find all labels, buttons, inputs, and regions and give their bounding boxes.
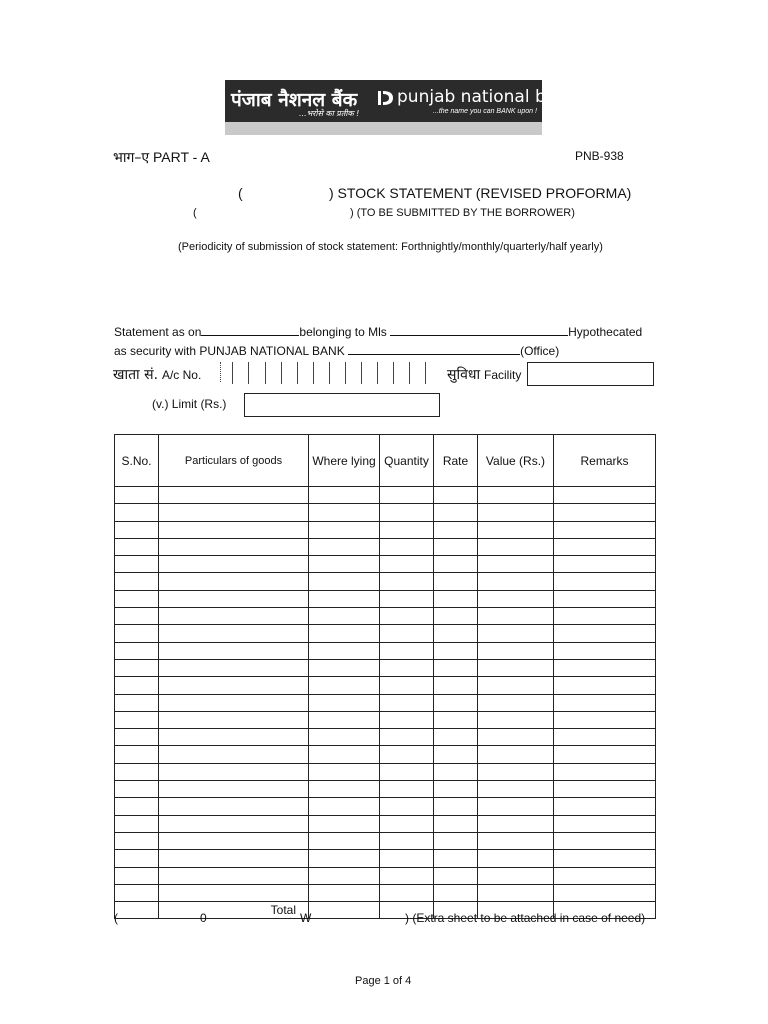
subtitle-borrower: ) (TO BE SUBMITTED BY THE BORROWER) <box>350 207 575 219</box>
table-cell[interactable] <box>478 711 554 728</box>
limit-input-box[interactable] <box>244 393 440 417</box>
table-cell[interactable] <box>478 487 554 504</box>
table-cell[interactable] <box>159 659 309 676</box>
title-open-paren: ( <box>238 185 243 201</box>
col-particulars: Particulars of goods <box>159 435 309 487</box>
table-cell[interactable] <box>115 556 159 573</box>
table-cell[interactable] <box>434 781 478 798</box>
pnb-emblem-icon <box>375 88 395 108</box>
table-cell[interactable] <box>159 573 309 590</box>
logo-hindi-tagline: ...भरोसे का प्रतीक ! <box>299 109 360 118</box>
table-row <box>115 746 656 763</box>
table-cell[interactable] <box>478 608 554 625</box>
table-row <box>115 832 656 849</box>
table-cell[interactable] <box>115 746 159 763</box>
table-cell[interactable] <box>380 677 434 694</box>
table-row <box>115 781 656 798</box>
table-cell[interactable] <box>434 504 478 521</box>
table-cell[interactable] <box>554 538 656 555</box>
table-cell[interactable] <box>115 798 159 815</box>
table-cell[interactable] <box>554 487 656 504</box>
table-row <box>115 867 656 884</box>
part-heading <box>113 148 210 167</box>
table-cell[interactable] <box>434 538 478 555</box>
table-cell[interactable] <box>380 573 434 590</box>
table-cell[interactable] <box>159 694 309 711</box>
col-where-lying: Where lying <box>309 435 380 487</box>
stock-table <box>114 434 656 919</box>
table-cell[interactable] <box>380 590 434 607</box>
table-row <box>115 608 656 625</box>
office-label: (Office) <box>520 344 560 358</box>
table-cell[interactable] <box>434 711 478 728</box>
table-cell[interactable] <box>309 884 380 901</box>
logo-english-name: punjab national bank <box>397 87 577 107</box>
facility-hindi-label: सुविधा <box>447 367 481 383</box>
table-cell[interactable] <box>554 573 656 590</box>
table-body <box>115 487 656 919</box>
table-cell[interactable] <box>554 711 656 728</box>
table-cell[interactable] <box>380 694 434 711</box>
statement-date-blank[interactable] <box>201 323 299 336</box>
table-cell[interactable] <box>554 815 656 832</box>
table-cell[interactable] <box>478 590 554 607</box>
table-row <box>115 711 656 728</box>
table-cell[interactable] <box>478 850 554 867</box>
footer-zero: 0 <box>200 911 207 925</box>
table-cell[interactable] <box>478 815 554 832</box>
table-cell[interactable] <box>309 659 380 676</box>
table-cell[interactable] <box>380 487 434 504</box>
table-row <box>115 815 656 832</box>
table-cell[interactable] <box>380 659 434 676</box>
table-cell[interactable] <box>478 867 554 884</box>
table-cell[interactable] <box>115 815 159 832</box>
table-cell[interactable] <box>434 625 478 642</box>
facility-label-group <box>447 365 521 384</box>
table-cell[interactable] <box>554 884 656 901</box>
table-cell[interactable] <box>380 798 434 815</box>
total-cell[interactable] <box>309 902 380 919</box>
table-cell[interactable] <box>380 884 434 901</box>
periodicity-note: (Periodicity of submission of stock statement: Forthnightly/monthly/quarterly/half yearly) <box>178 241 603 253</box>
table-cell[interactable] <box>434 556 478 573</box>
table-cell[interactable] <box>554 694 656 711</box>
table-row <box>115 625 656 642</box>
logo-hindi-name: पंजाब नैशनल बैंक <box>231 89 358 111</box>
table-cell[interactable] <box>115 487 159 504</box>
col-rate: Rate <box>434 435 478 487</box>
table-cell[interactable] <box>309 729 380 746</box>
table-cell[interactable] <box>478 798 554 815</box>
table-cell[interactable] <box>380 608 434 625</box>
table-cell[interactable] <box>309 487 380 504</box>
table-cell[interactable] <box>380 538 434 555</box>
table-cell[interactable] <box>159 763 309 780</box>
table-cell[interactable] <box>478 746 554 763</box>
table-cell[interactable] <box>380 729 434 746</box>
table-cell[interactable] <box>478 521 554 538</box>
as-security-label: as security with PUNJAB NATIONAL BANK <box>114 344 345 358</box>
table-cell[interactable] <box>434 487 478 504</box>
table-cell[interactable] <box>115 781 159 798</box>
table-cell[interactable] <box>434 763 478 780</box>
table-cell[interactable] <box>159 608 309 625</box>
table-cell[interactable] <box>434 521 478 538</box>
total-label: Total <box>159 902 309 919</box>
office-blank[interactable] <box>348 342 520 355</box>
footer-open-paren: ( <box>114 911 118 925</box>
table-cell[interactable] <box>309 556 380 573</box>
limit-label: (v.) Limit (Rs.) <box>152 397 227 411</box>
table-cell[interactable] <box>309 590 380 607</box>
table-cell[interactable] <box>115 884 159 901</box>
logo-band <box>225 122 542 135</box>
ac-no-digit-boxes[interactable] <box>218 362 428 386</box>
table-cell[interactable] <box>434 590 478 607</box>
table-cell[interactable] <box>159 711 309 728</box>
table-cell[interactable] <box>554 763 656 780</box>
col-remarks: Remarks <box>554 435 656 487</box>
table-cell[interactable] <box>554 850 656 867</box>
table-cell[interactable] <box>380 763 434 780</box>
table-cell[interactable] <box>309 798 380 815</box>
ac-hindi-label: खाता सं. <box>113 367 159 383</box>
table-cell[interactable] <box>434 746 478 763</box>
belonging-to-label: belonging to Mls <box>299 325 387 339</box>
table-cell[interactable] <box>159 625 309 642</box>
table-cell[interactable] <box>309 642 380 659</box>
table-cell[interactable] <box>115 642 159 659</box>
col-sno: S.No. <box>115 435 159 487</box>
table-row <box>115 694 656 711</box>
table-cell[interactable] <box>434 798 478 815</box>
table-cell[interactable] <box>554 504 656 521</box>
table-cell[interactable] <box>434 729 478 746</box>
table-cell[interactable] <box>478 659 554 676</box>
table-row <box>115 642 656 659</box>
table-cell[interactable] <box>380 781 434 798</box>
table-cell[interactable] <box>380 625 434 642</box>
table-cell[interactable] <box>554 521 656 538</box>
form-code: PNB-938 <box>575 149 624 163</box>
table-cell[interactable] <box>115 677 159 694</box>
table-cell[interactable] <box>478 556 554 573</box>
table-row <box>115 659 656 676</box>
table-cell[interactable] <box>434 677 478 694</box>
table-cell[interactable] <box>554 677 656 694</box>
table-cell[interactable] <box>554 781 656 798</box>
table-cell[interactable] <box>380 642 434 659</box>
table-cell[interactable] <box>434 694 478 711</box>
table-cell[interactable] <box>554 625 656 642</box>
table-cell[interactable] <box>309 763 380 780</box>
page-number: Page 1 of 4 <box>355 975 412 987</box>
table-cell[interactable] <box>309 625 380 642</box>
table-cell[interactable] <box>159 538 309 555</box>
table-cell[interactable] <box>478 694 554 711</box>
table-cell[interactable] <box>309 781 380 798</box>
table-row <box>115 884 656 901</box>
table-cell[interactable] <box>309 711 380 728</box>
table-cell[interactable] <box>380 867 434 884</box>
table-cell[interactable] <box>380 746 434 763</box>
table-cell[interactable] <box>159 642 309 659</box>
table-cell[interactable] <box>159 884 309 901</box>
table-cell[interactable] <box>380 504 434 521</box>
table-cell[interactable] <box>159 729 309 746</box>
table-cell[interactable] <box>478 504 554 521</box>
table-cell[interactable] <box>478 573 554 590</box>
table-cell[interactable] <box>309 694 380 711</box>
title-stock-statement: ) STOCK STATEMENT (REVISED PROFORMA) <box>329 185 632 201</box>
table-cell[interactable] <box>309 746 380 763</box>
table-cell[interactable] <box>554 642 656 659</box>
table-cell[interactable] <box>380 815 434 832</box>
table-cell[interactable] <box>478 625 554 642</box>
table-cell[interactable] <box>434 659 478 676</box>
table-cell[interactable] <box>478 538 554 555</box>
facility-input-box[interactable] <box>527 362 654 386</box>
table-cell[interactable] <box>115 711 159 728</box>
table-cell[interactable] <box>115 625 159 642</box>
table-row <box>115 573 656 590</box>
table-cell[interactable] <box>159 815 309 832</box>
table-cell[interactable] <box>159 521 309 538</box>
table-cell[interactable] <box>159 850 309 867</box>
table-cell[interactable] <box>115 867 159 884</box>
table-row <box>115 590 656 607</box>
table-cell[interactable] <box>478 832 554 849</box>
table-cell[interactable] <box>115 763 159 780</box>
statement-line <box>114 323 642 339</box>
table-cell[interactable] <box>554 832 656 849</box>
pnb-logo <box>225 80 577 135</box>
table-cell[interactable] <box>309 815 380 832</box>
table-row <box>115 504 656 521</box>
col-quantity: Quantity <box>380 435 434 487</box>
table-cell[interactable] <box>309 538 380 555</box>
hypothecated-label: Hypothecated <box>568 325 643 339</box>
part-label: PART - A <box>152 149 210 165</box>
table-cell[interactable] <box>115 850 159 867</box>
table-cell[interactable] <box>478 781 554 798</box>
table-cell[interactable] <box>554 729 656 746</box>
table-cell[interactable] <box>159 798 309 815</box>
table-cell[interactable] <box>434 815 478 832</box>
table-cell <box>115 902 159 919</box>
table-cell[interactable] <box>554 608 656 625</box>
table-cell[interactable] <box>115 608 159 625</box>
table-cell[interactable] <box>309 850 380 867</box>
table-cell[interactable] <box>159 781 309 798</box>
subtitle-open-paren: ( <box>193 207 197 219</box>
table-cell[interactable] <box>159 504 309 521</box>
ac-no-label-group <box>113 365 201 384</box>
table-cell[interactable] <box>554 746 656 763</box>
table-cell[interactable] <box>115 659 159 676</box>
table-row <box>115 850 656 867</box>
table-cell[interactable] <box>115 573 159 590</box>
table-cell[interactable] <box>115 504 159 521</box>
table-cell[interactable] <box>159 746 309 763</box>
table-row <box>115 677 656 694</box>
security-line <box>114 342 559 358</box>
table-cell[interactable] <box>434 867 478 884</box>
table-row <box>115 556 656 573</box>
footer-extra-sheet-note: ) (Extra sheet to be attached in case of need) <box>405 911 646 925</box>
logo-english-tagline: ...the name you can BANK upon ! <box>433 108 537 115</box>
facility-label: Facility <box>484 368 522 382</box>
table-cell[interactable] <box>478 763 554 780</box>
table-cell[interactable] <box>380 556 434 573</box>
table-cell[interactable] <box>554 590 656 607</box>
table-cell[interactable] <box>554 556 656 573</box>
table-header-row <box>115 435 656 487</box>
table-cell[interactable] <box>478 677 554 694</box>
table-cell[interactable] <box>115 694 159 711</box>
table-row <box>115 729 656 746</box>
table-cell[interactable] <box>115 590 159 607</box>
table-cell[interactable] <box>478 729 554 746</box>
table-cell[interactable] <box>434 573 478 590</box>
borrower-name-blank[interactable] <box>390 323 568 336</box>
col-value: Value (Rs.) <box>478 435 554 487</box>
table-cell[interactable] <box>434 642 478 659</box>
table-cell[interactable] <box>478 642 554 659</box>
table-cell[interactable] <box>554 867 656 884</box>
table-cell[interactable] <box>434 608 478 625</box>
table-cell[interactable] <box>159 590 309 607</box>
table-cell[interactable] <box>309 573 380 590</box>
table-cell[interactable] <box>309 677 380 694</box>
part-hindi: भाग–ए <box>113 150 150 166</box>
table-cell[interactable] <box>309 832 380 849</box>
table-cell[interactable] <box>434 832 478 849</box>
table-cell[interactable] <box>159 867 309 884</box>
table-cell[interactable] <box>159 556 309 573</box>
table-cell[interactable] <box>159 832 309 849</box>
table-cell[interactable] <box>115 729 159 746</box>
table-cell[interactable] <box>478 884 554 901</box>
table-row <box>115 487 656 504</box>
table-row <box>115 538 656 555</box>
statement-as-on-label: Statement as on <box>114 325 202 339</box>
table-row <box>115 763 656 780</box>
table-row <box>115 798 656 815</box>
table-cell[interactable] <box>434 850 478 867</box>
table-cell[interactable] <box>309 608 380 625</box>
table-cell[interactable] <box>554 659 656 676</box>
table-cell[interactable] <box>159 487 309 504</box>
table-cell[interactable] <box>380 521 434 538</box>
ac-no-label: A/c No. <box>161 368 202 382</box>
table-cell[interactable] <box>309 504 380 521</box>
table-cell[interactable] <box>115 832 159 849</box>
table-cell[interactable] <box>380 711 434 728</box>
table-cell[interactable] <box>434 884 478 901</box>
table-cell[interactable] <box>554 798 656 815</box>
table-cell[interactable] <box>380 850 434 867</box>
table-cell[interactable] <box>115 521 159 538</box>
table-cell[interactable] <box>159 677 309 694</box>
table-row <box>115 521 656 538</box>
table-cell[interactable] <box>309 867 380 884</box>
table-cell[interactable] <box>115 538 159 555</box>
table-cell[interactable] <box>309 521 380 538</box>
table-cell[interactable] <box>380 832 434 849</box>
footer-w: W <box>300 911 312 925</box>
